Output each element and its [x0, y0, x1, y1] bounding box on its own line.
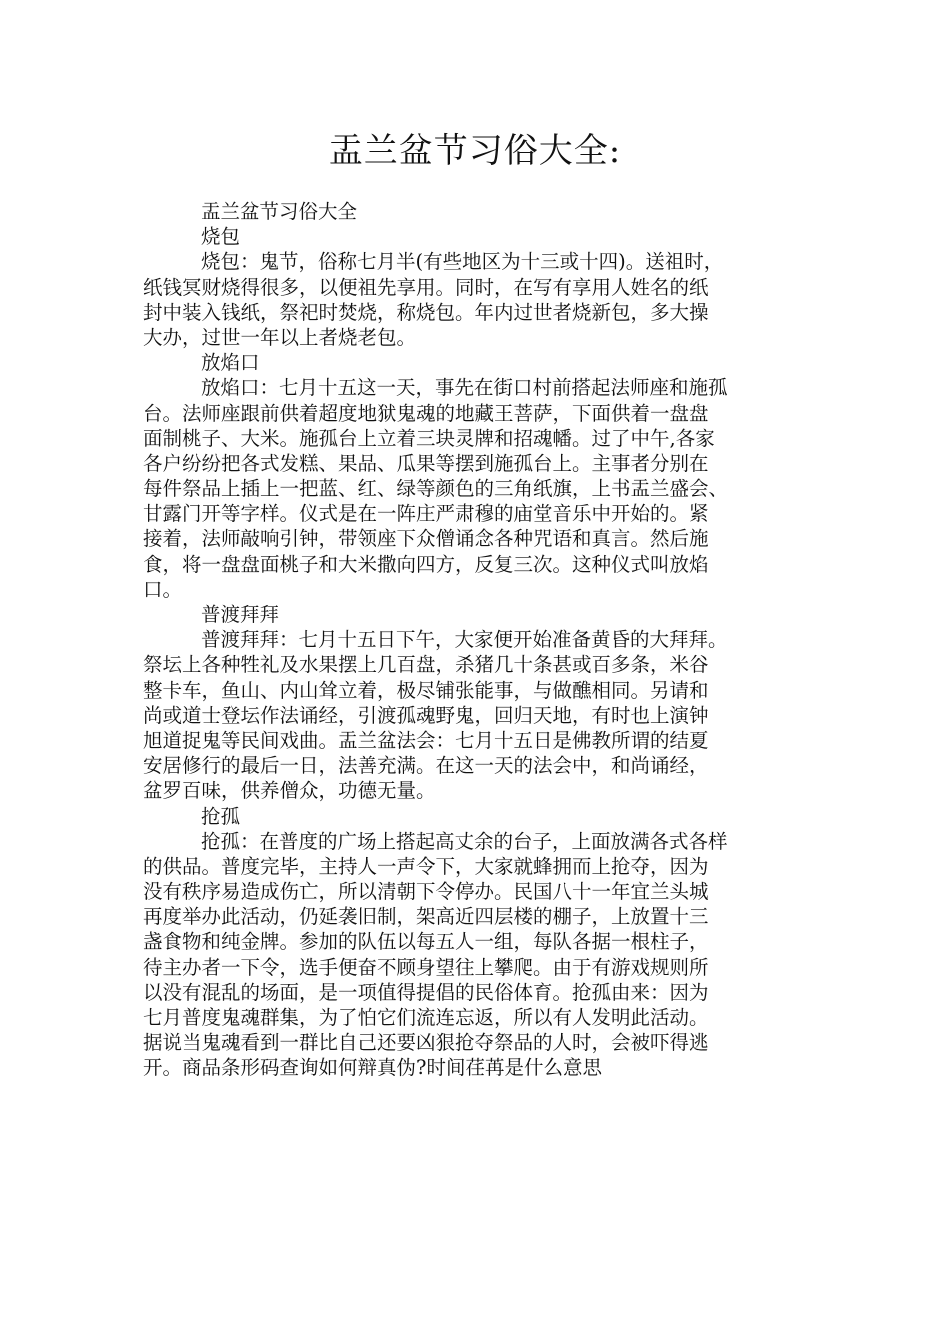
text-line: 旭道捉鬼等民间戏曲。盂兰盆法会：七月十五日是佛教所谓的结夏 — [143, 728, 709, 752]
text-line: 抢孤：在普度的广场上搭起高丈余的台子，上面放满各式各样 — [201, 829, 728, 853]
text-line: 台。法师座跟前供着超度地狱鬼魂的地藏王菩萨，下面供着一盘盘 — [143, 401, 709, 425]
text-line: 纸钱冥财烧得很多，以便祖先享用。同时，在写有享用人姓名的纸 — [143, 275, 709, 299]
text-line: 各户纷纷把各式发糕、果品、瓜果等摆到施孤台上。主事者分别在 — [143, 451, 709, 475]
text-line: 安居修行的最后一日，法善充满。在这一天的法会中，和尚诵经， — [143, 754, 709, 778]
text-line: 大办，过世一年以上者烧老包。 — [143, 325, 417, 349]
text-line: 据说当鬼魂看到一群比自己还要凶狠抢夺祭品的人时，会被吓得逃 — [143, 1031, 709, 1055]
text-line: 尚或道士登坛作法诵经，引渡孤魂野鬼，回归天地，有时也上演钟 — [143, 703, 709, 727]
text-line: 食，将一盘盘面桃子和大米撒向四方，反复三次。这种仪式叫放焰 — [143, 552, 709, 576]
text-line: 接着，法师敲响引钟，带领座下众僧诵念各种咒语和真言。然后施 — [143, 527, 709, 551]
text-line: 祭坛上各种牲礼及水果摆上几百盘，杀猪几十条甚或百多条，米谷 — [143, 653, 709, 677]
text-line: 烧包 — [201, 225, 241, 249]
text-line: 放焰口 — [201, 351, 260, 375]
text-line: 七月普度鬼魂群集，为了怕它们流连忘返，所以有人发明此活动。 — [143, 1006, 709, 1029]
text-line: 面制桃子、大米。施孤台上立着三块灵牌和招魂幡。过了中午,各家 — [143, 426, 715, 450]
text-line: 普渡拜拜：七月十五日下午，大家便开始准备黄昏的大拜拜。 — [201, 628, 728, 652]
text-line: 再度举办此活动，仍延袭旧制，架高近四层楼的棚子，上放置十三 — [143, 905, 709, 929]
text-line: 盏食物和纯金牌。参加的队伍以每五人一组，每队各据一根柱子， — [143, 930, 709, 954]
text-line: 抢孤 — [201, 804, 241, 828]
text-line: 烧包：鬼节，俗称七月半(有些地区为十三或十四)。送祖时， — [201, 250, 724, 274]
document-body — [143, 199, 823, 1081]
text-line: 每件祭品上插上一把蓝、红、绿等颜色的三角纸旗，上书盂兰盛会、 — [143, 477, 729, 501]
text-line: 的供品。普度完毕，主持人一声令下，大家就蜂拥而上抢夺，因为 — [143, 854, 709, 878]
text-line: 开。商品条形码查询如何辩真伪?时间荏苒是什么意思 — [143, 1056, 602, 1080]
text-line: 放焰口：七月十五这一天，事先在街口村前搭起法师座和施孤 — [201, 376, 728, 400]
text-line: 盂兰盆节习俗大全 — [201, 200, 358, 223]
text-line: 盆罗百味，供养僧众，功德无量。 — [143, 779, 436, 803]
text-line: 整卡车，鱼山、内山耸立着，极尽铺张能事，与做醮相同。另请和 — [143, 678, 709, 702]
text-line: 以没有混乱的场面，是一项值得提倡的民俗体育。抢孤由来：因为 — [143, 980, 709, 1004]
text-line: 口。 — [143, 577, 183, 601]
text-line: 封中装入钱纸，祭祀时焚烧，称烧包。年内过世者烧新包，多大操 — [143, 300, 709, 324]
text-line: 甘露门开等字样。仪式是在一阵庄严肃穆的庙堂音乐中开始的。紧 — [143, 502, 709, 526]
document-title: 盂兰盆节习俗大全: — [328, 131, 622, 171]
text-line: 普渡拜拜 — [201, 603, 280, 626]
text-line: 没有秩序易造成伤亡，所以清朝下令停办。民国八十一年宜兰头城 — [143, 880, 709, 904]
text-line: 待主办者一下令，选手便奋不顾身望往上攀爬。由于有游戏规则所 — [143, 955, 709, 979]
